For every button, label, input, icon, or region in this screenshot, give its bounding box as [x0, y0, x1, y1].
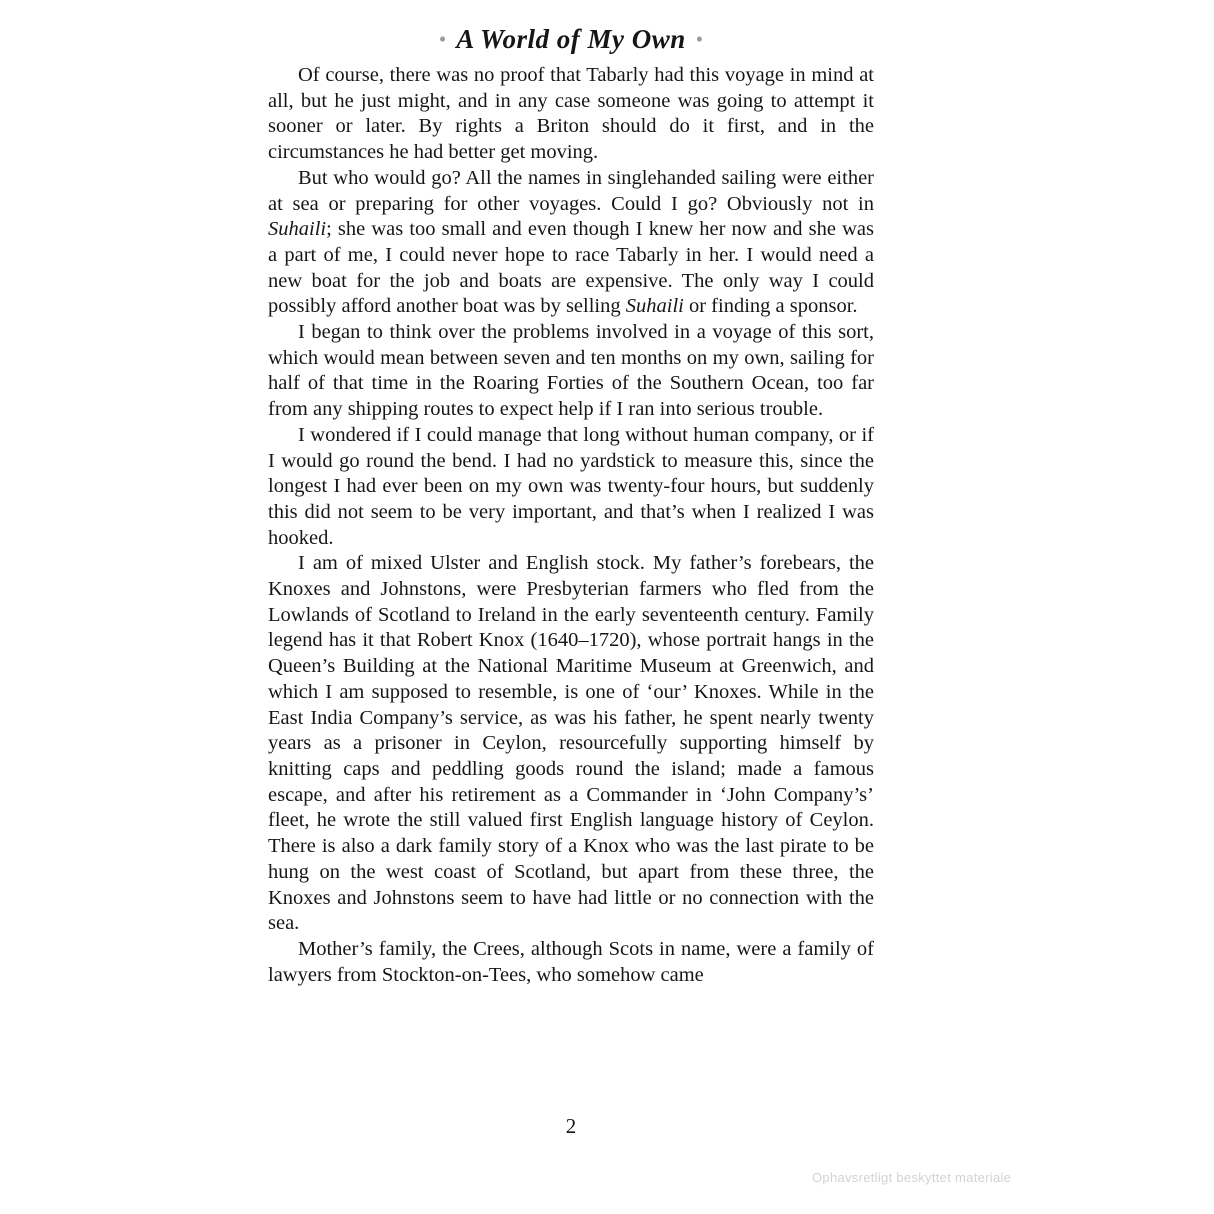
paragraph [268, 423, 874, 552]
text-segment: But who would go? All the names in singlehanded sailing were either at sea or preparing for other voyages. Could I go? Obviously not in [268, 166, 874, 215]
text-segment: I am of mixed Ulster and English stock. My father’s forebears, the Knoxes and Johnstons, were Presbyterian farmers who fled from the Lowlands of Scotland to Ireland in the early seventeenth century. Family legend has it that Robert Knox (1640–1720), whose portrait hangs in the Queen’s Building at the National Maritime Museum at Greenwich, and which I am supposed to resemble, is one of ‘our’ Knoxes. While in the East India Company’s service, as was his father, he spent nearly twenty years as a prisoner in Ceylon, resourcefully supporting himself by knitting caps and peddling goods round the island; made a famous escape, and after his retirement as a Commander in ‘John Company’s’ fleet, he wrote the still valued first English language history of Ceylon. There is also a dark family story of a Knox who was the last pirate to be hung on the west coast of Scotland, but apart from these three, the Knoxes and Johnstons seem to have had little or no connection with the sea. [268, 552, 874, 935]
text-segment: Mother’s family, the Crees, although Scots in name, were a family of lawyers from Stockton-on-Tees, who somehow came [268, 937, 874, 986]
italic-text-segment: Suhaili [625, 295, 684, 318]
chapter-title: A World of My Own [456, 24, 686, 54]
copyright-watermark: Ophavsretligt beskyttet materiale [812, 1170, 1012, 1185]
paragraph [268, 320, 874, 423]
running-header [268, 24, 874, 55]
paragraph [268, 937, 874, 988]
italic-text-segment: Suhaili [268, 218, 327, 241]
header-bullet-left-icon: • [438, 27, 447, 51]
text-segment: I began to think over the problems involved in a voyage of this sort, which would mean between seven and ten months on my own, sailing for half of that time in the Roaring Forties of the Southern Ocean, too far from any shipping routes to expect help if I ran into serious trouble. [268, 321, 874, 421]
text-segment: I wondered if I could manage that long without human company, or if I would go round the bend. I had no yardstick to measure this, since the longest I had ever been on my own was twenty-four hours, but suddenly this did not seem to be very important, and that’s when I realized I was hooked. [268, 423, 874, 549]
paragraph [268, 63, 874, 166]
body-text [268, 63, 874, 988]
page-number: 2 [565, 1114, 577, 1138]
text-segment: Of course, there was no proof that Tabarly had this voyage in mind at all, but he just might, and in any case someone was going to attempt it sooner or later. By rights a Briton should do it first, and in the circumstances he had better get moving. [268, 64, 874, 164]
text-segment: or finding a sponsor. [683, 295, 858, 318]
text-segment: ; she was too small and even though I knew her now and she was a part of me, I could never hope to race Tabarly in her. I would need a new boat for the job and boats are expensive. The only way I could possibly afford another boat was by selling [268, 218, 874, 318]
paragraph [268, 551, 874, 937]
paragraph [268, 166, 874, 320]
header-bullet-right-icon: • [695, 27, 704, 51]
